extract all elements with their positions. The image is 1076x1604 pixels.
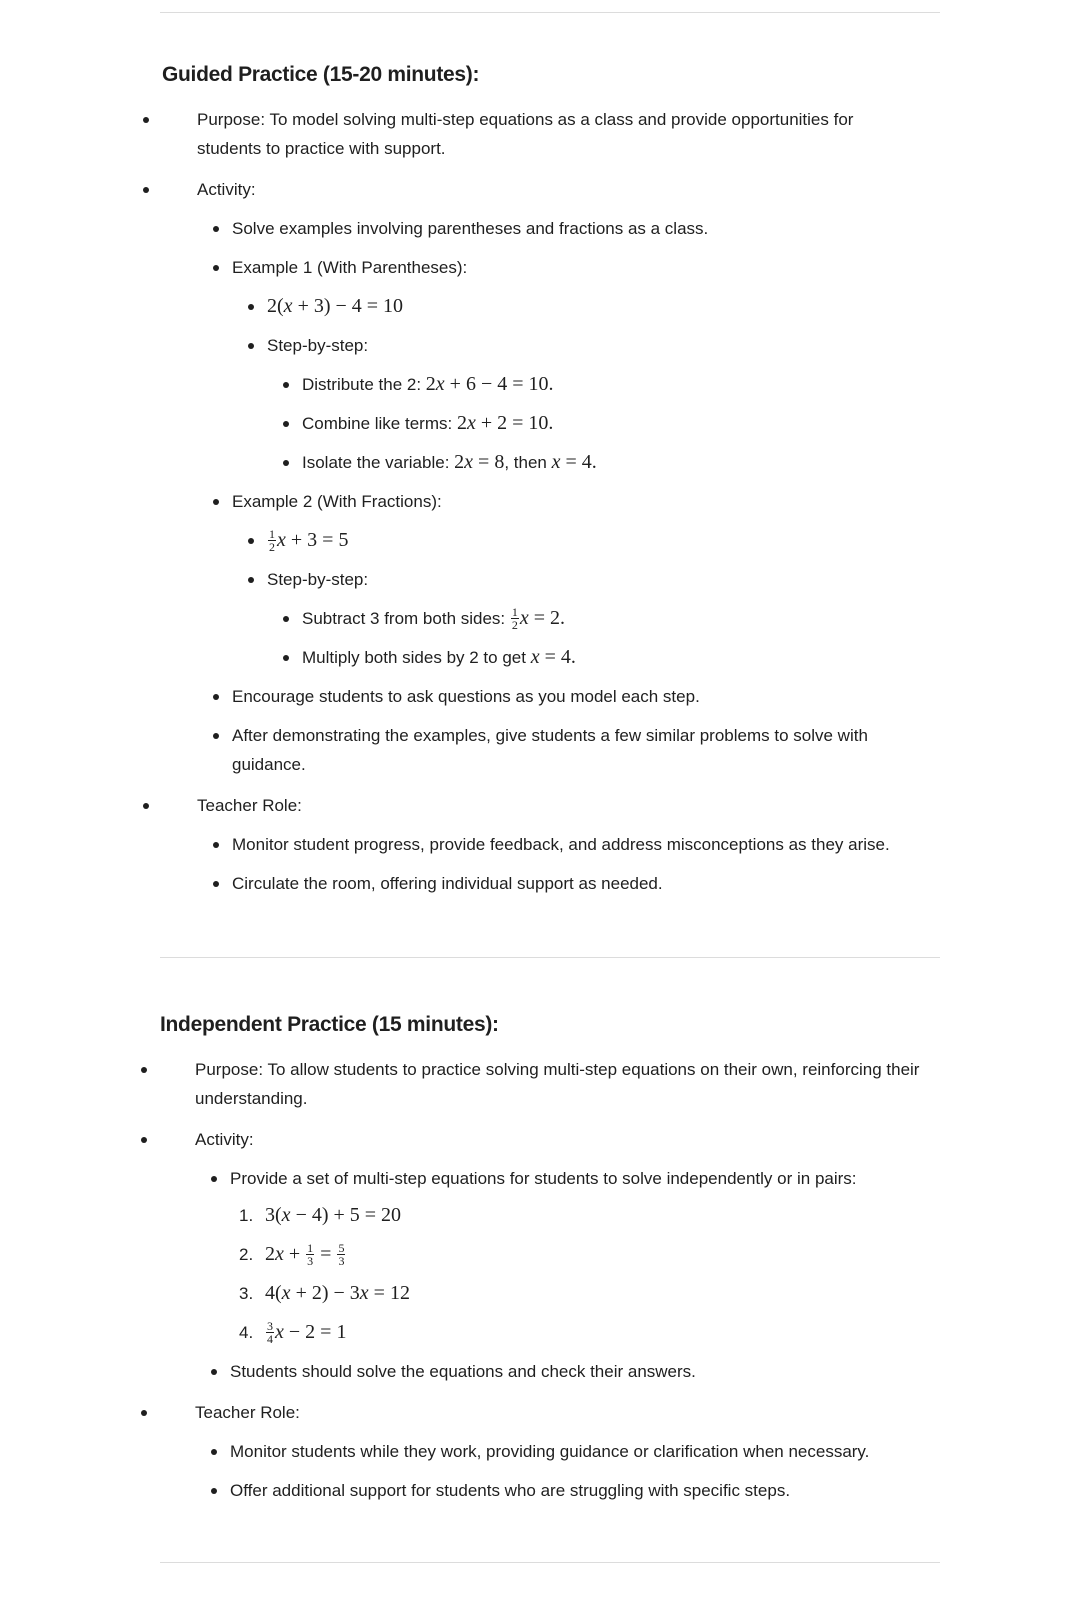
list-item: Circulate the room, offering individual support as needed. — [232, 869, 922, 898]
list-item — [162, 175, 922, 779]
list-item: Monitor students while they work, providing guidance or clarification when necessary. — [230, 1437, 920, 1466]
math: $\frac{1}{2}$ x + 3 = 5 — [269, 527, 349, 555]
fraction: $\frac{1}{2}$ — [511, 605, 518, 633]
math-variable: x — [519, 607, 529, 629]
list-item: Purpose: To model solving multi-step equations as a class and provide opportunities for students to practice with support. — [162, 105, 922, 163]
teacher-role-label: Teacher Role: — [195, 1403, 300, 1422]
math: $\frac{1}{2}$ x = 2. — [511, 605, 566, 633]
equation-number: 4. — [239, 1323, 254, 1342]
math: 2(x + 3) − 4 = 10 — [267, 295, 404, 317]
math-variable: x — [551, 451, 561, 473]
equation-number: 2. — [239, 1245, 254, 1264]
math-variable: x — [466, 412, 476, 434]
equation-item — [239, 1318, 920, 1347]
fraction: $\frac{5}{3}$ — [338, 1241, 345, 1269]
list-item — [232, 253, 922, 477]
step-text: Distribute the 2: — [302, 375, 426, 394]
step-text: Combine like terms: — [302, 414, 457, 433]
list-item — [162, 791, 922, 898]
equation-number: 1. — [239, 1206, 254, 1225]
guided-practice-section — [162, 61, 922, 898]
step-item — [302, 409, 922, 438]
math-variable: x — [277, 529, 286, 551]
math-variable: x — [275, 1243, 284, 1265]
math: $\frac{3}{4}$ x − 2 = 1 — [267, 1319, 347, 1347]
list-item: Purpose: To allow students to practice solving multi-step equations on their own, reinforcing their understanding. — [160, 1055, 920, 1113]
math-variable: x — [281, 1204, 291, 1226]
fraction: $\frac{1}{3}$ — [307, 1241, 314, 1269]
list-item — [160, 1125, 920, 1386]
equation-item — [239, 1201, 920, 1230]
list-item — [160, 1398, 920, 1505]
math: 2x + $\frac{1}{3}$ = $\frac{5}{3}$ — [265, 1241, 345, 1269]
step-item — [302, 370, 922, 399]
step-text: , then — [504, 453, 552, 472]
math: x = 4. — [551, 451, 597, 473]
equation-item — [239, 1240, 920, 1269]
math-variable: x — [359, 1282, 369, 1304]
list-item: Monitor student progress, provide feedback, and address misconceptions as they arise. — [232, 830, 922, 859]
list-item — [230, 1164, 920, 1347]
step-label: Step-by-step: — [267, 570, 369, 589]
divider-top — [160, 12, 940, 13]
equation — [267, 526, 922, 555]
step-text: Multiply both sides by 2 to get — [302, 648, 531, 667]
math-variable: x — [435, 373, 445, 395]
math: 2x + 6 − 4 = 10. — [425, 373, 554, 395]
list-item: Students should solve the equations and check their answers. — [230, 1357, 920, 1386]
list-item: Encourage students to ask questions as you model each step. — [232, 682, 922, 711]
provide-text: Provide a set of multi-step equations for students to solve independently or in pairs: — [230, 1169, 857, 1188]
math-variable: x — [464, 451, 474, 473]
teacher-role-label: Teacher Role: — [197, 796, 302, 815]
step-item — [302, 643, 922, 672]
divider-bottom — [160, 1562, 940, 1563]
list-item: After demonstrating the examples, give students a few similar problems to solve with guidance. — [232, 721, 922, 779]
list-item — [267, 565, 922, 672]
math-variable: x — [530, 646, 540, 668]
equation — [267, 292, 922, 321]
equation-item — [239, 1279, 920, 1308]
step-label: Step-by-step: — [267, 336, 369, 355]
activity-label: Activity: — [197, 180, 256, 199]
activity-label: Activity: — [195, 1130, 254, 1149]
section-heading: Independent Practice (15 minutes): — [160, 1013, 499, 1036]
list-item — [232, 487, 922, 672]
math-variable: x — [275, 1321, 284, 1343]
math-variable: x — [283, 295, 293, 317]
math: x = 4. — [530, 646, 576, 668]
list-item: Offer additional support for students who are struggling with specific steps. — [230, 1476, 920, 1505]
independent-practice-section — [160, 1011, 920, 1505]
example-label: Example 2 (With Fractions): — [232, 492, 442, 511]
math: 2x = 8 — [454, 451, 505, 473]
math: 4(x + 2) − 3x = 12 — [265, 1282, 410, 1304]
math-variable: x — [281, 1282, 291, 1304]
step-item — [302, 604, 922, 633]
fraction: $\frac{3}{4}$ — [267, 1319, 273, 1347]
step-text: Subtract 3 from both sides: — [302, 609, 510, 628]
step-text: Isolate the variable: — [302, 453, 455, 472]
section-heading: Guided Practice (15-20 minutes): — [162, 63, 480, 86]
math: 3(x − 4) + 5 = 20 — [265, 1204, 402, 1226]
divider-middle — [160, 957, 940, 958]
fraction: $\frac{1}{2}$ — [269, 527, 275, 555]
math: 2x + 2 = 10. — [456, 412, 554, 434]
equation-number: 3. — [239, 1284, 254, 1303]
list-item — [267, 331, 922, 477]
list-item: Solve examples involving parentheses and fractions as a class. — [232, 214, 922, 243]
example-label: Example 1 (With Parentheses): — [232, 258, 468, 277]
step-item — [302, 448, 922, 477]
